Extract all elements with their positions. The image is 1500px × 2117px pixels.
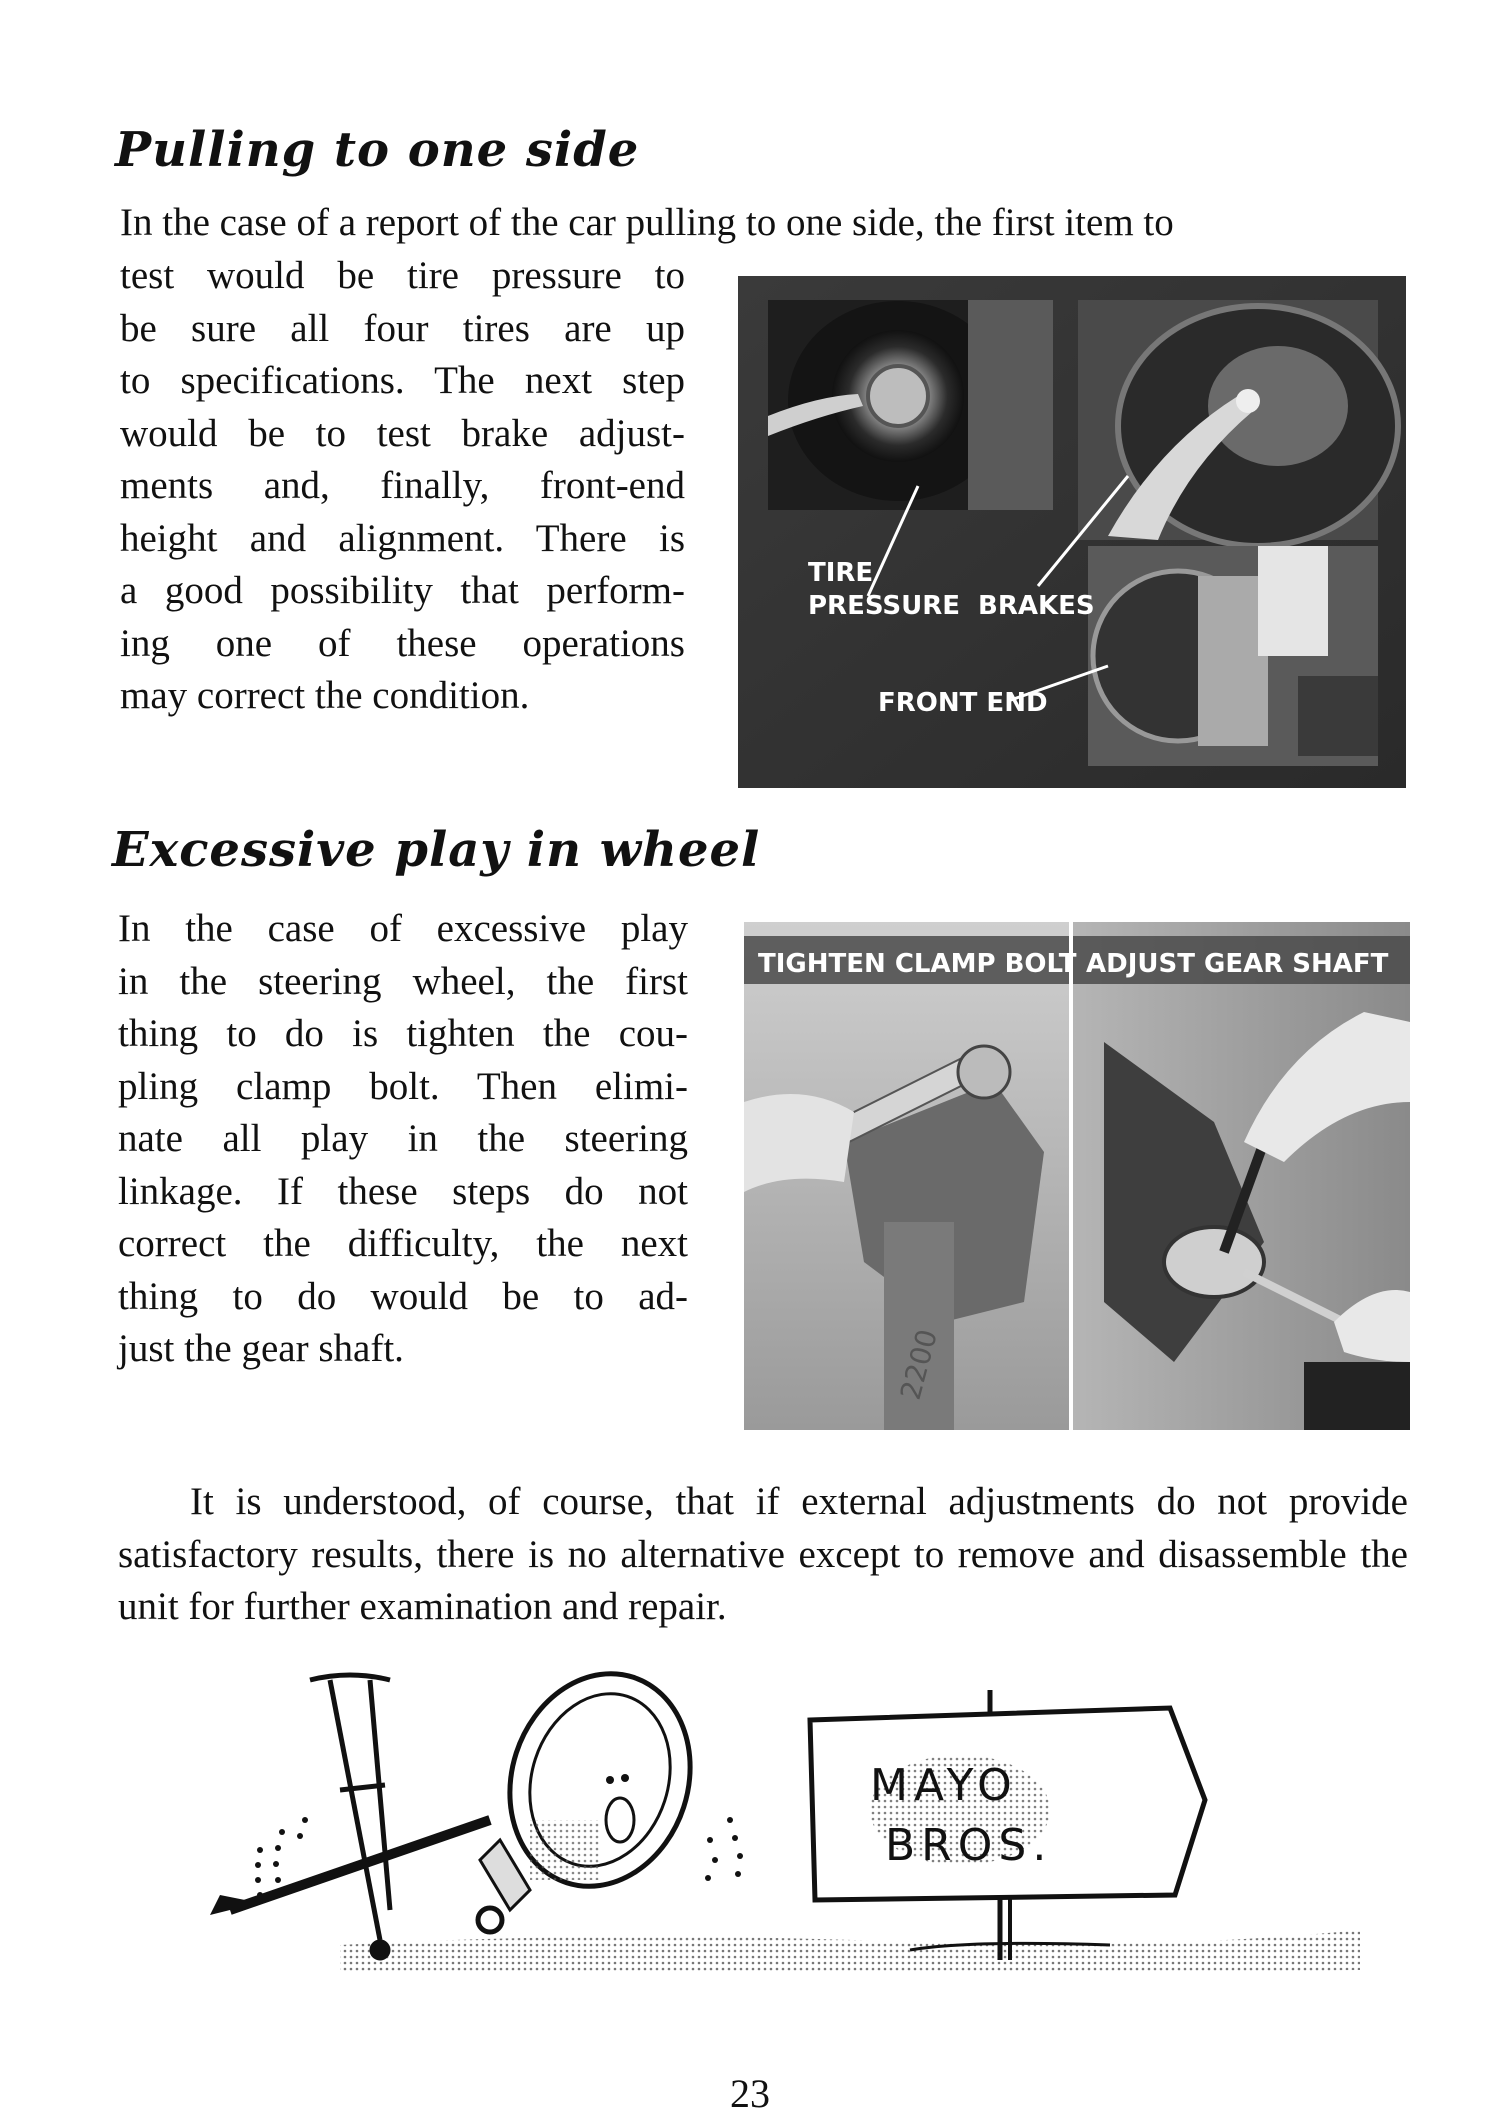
pulling-paragraph (120, 250, 685, 723)
crutch-drawing (310, 1675, 502, 1958)
photo-clamp-bolt-gear-shaft (744, 922, 1410, 1430)
pulling-line: would be to test brake adjust- (120, 411, 685, 455)
label-pressure: PRESSURE (808, 591, 961, 621)
photo-collage-graphic (738, 276, 1406, 788)
excessive-line: thing to do would be to ad- (118, 1274, 688, 1318)
heading-excessive-play: Excessive play in wheel (112, 822, 761, 878)
cartoon-illustration (210, 1660, 1380, 1980)
pulling-line: height and alignment. There is (120, 516, 685, 560)
housing-stamp-text: 2200 (893, 1325, 945, 1404)
closing-paragraph: It is understood, of course, that if external adjustments do not provide satisfactory results, there is no alternative except to remove and disassemble the unit for further examination and repair. (118, 1480, 1408, 1628)
label-tighten-clamp-bolt: TIGHTEN CLAMP BOLT (758, 949, 1077, 979)
pulling-line: ing one of these operations (120, 621, 685, 665)
tire-pressure-photo (768, 300, 1053, 510)
label-adjust-gear-shaft: ADJUST GEAR SHAFT (1086, 949, 1389, 979)
page-number: 23 (730, 2071, 770, 2116)
steering-wheel-character (480, 1660, 717, 1910)
pulling-intro-line: In the case of a report of the car pulling to one side, the first item to (120, 201, 1174, 244)
label-front-end: FRONT END (878, 688, 1048, 718)
brakes-photo (1078, 300, 1398, 546)
excessive-line: In the case of excessive play (118, 907, 688, 950)
motion-dots-right (705, 1817, 743, 1881)
pulling-line: be sure all four tires are up (120, 306, 685, 350)
excessive-line: just the gear shaft. (118, 1327, 404, 1370)
sign-text-mayo: MAYO (870, 1760, 1018, 1811)
excessive-play-paragraph (118, 903, 688, 1376)
pulling-line: ments and, finally, front-end (120, 464, 685, 507)
pulling-line: test would be tire pressure to (120, 254, 685, 297)
excessive-line: nate all play in the steering (118, 1117, 688, 1160)
steering-column (210, 1820, 490, 1915)
label-tire: TIRE (808, 558, 874, 588)
tighten-clamp-bolt-photo (744, 922, 1069, 1430)
steering-gear-photo-graphic (744, 922, 1410, 1430)
pulling-line: a good possibility that perform- (120, 569, 685, 612)
ground-shading (340, 1930, 1360, 1973)
cartoon-steering-wheel-to-sign (210, 1660, 1380, 1980)
sign-text-bros: BROS. (885, 1820, 1053, 1871)
pulling-line: to specifications. The next step (120, 359, 685, 402)
excessive-line: linkage. If these steps do not (118, 1169, 688, 1213)
photo-divider (1069, 922, 1073, 1430)
adjust-gear-shaft-photo (1073, 922, 1410, 1430)
signpost (810, 1690, 1205, 1960)
front-end-photo (1088, 546, 1378, 766)
excessive-line: pling clamp bolt. Then elimi- (118, 1064, 688, 1108)
heading-pulling-to-one-side: Pulling to one side (115, 122, 640, 178)
excessive-line: thing to do is tighten the cou- (118, 1012, 688, 1055)
label-brakes: BRAKES (978, 591, 1095, 621)
pulling-line: may correct the condition. (120, 674, 530, 717)
excessive-line: correct the difficulty, the next (118, 1222, 688, 1265)
photo-tire-brakes-front-end (738, 276, 1406, 788)
excessive-line: in the steering wheel, the first (118, 959, 688, 1003)
